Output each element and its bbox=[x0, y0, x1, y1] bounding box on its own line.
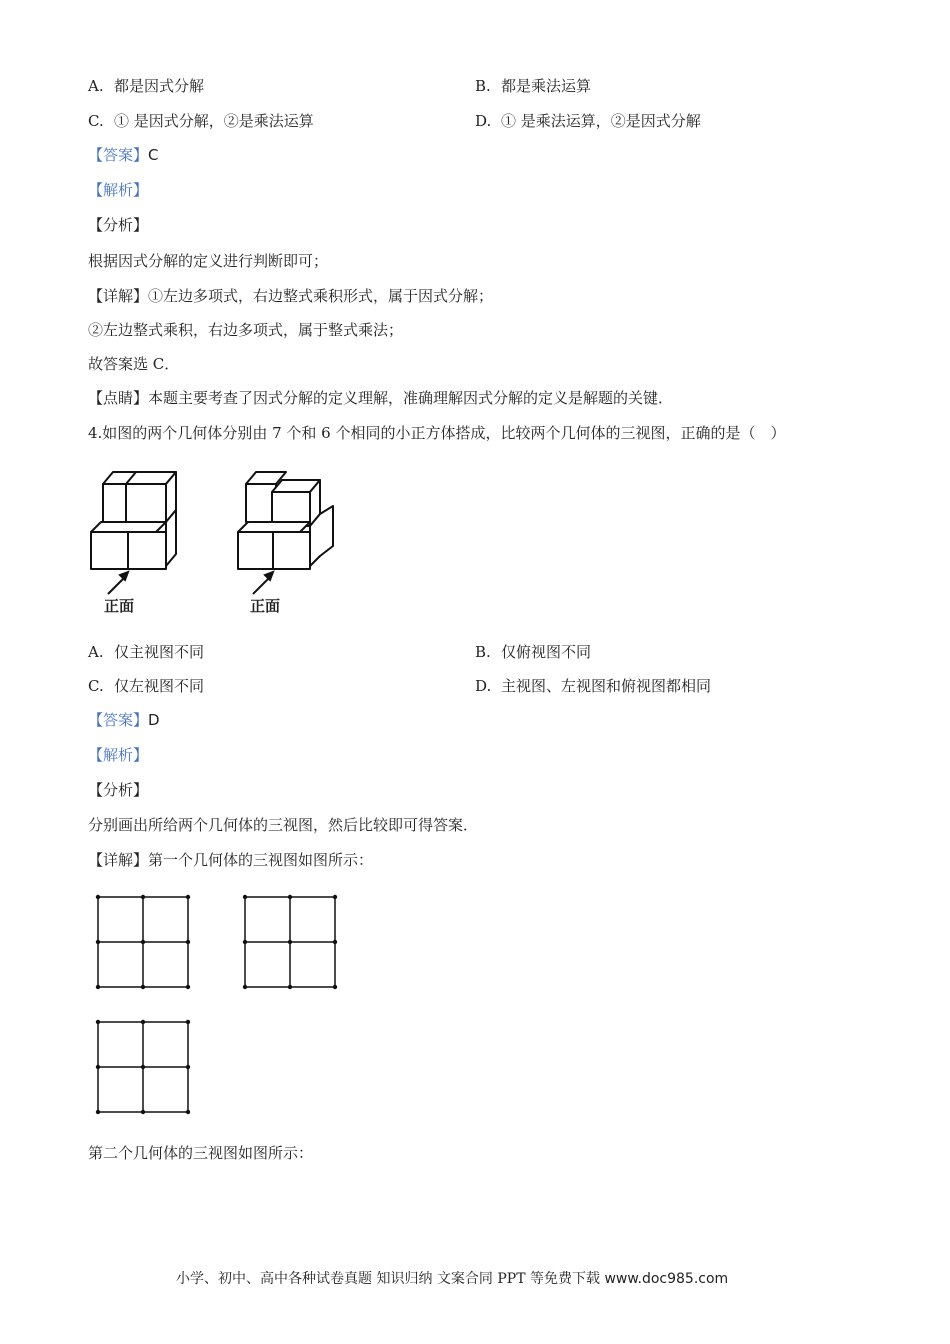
option-letter: A. bbox=[88, 643, 104, 661]
option-letter: B. bbox=[475, 643, 491, 661]
answer-tag: 【答案】 bbox=[88, 146, 149, 164]
front-arrows bbox=[108, 572, 273, 594]
q3-conclusion: 故答案选 C． bbox=[88, 355, 180, 373]
option-text: 都是乘法运算 bbox=[501, 77, 592, 95]
option-letter: C. bbox=[88, 677, 104, 695]
xiangjie-text: 第一个几何体的三视图如图所示： bbox=[148, 851, 374, 869]
q4-option-a bbox=[88, 642, 204, 662]
footer-text: 小学、初中、高中各种试卷真题 知识归纳 文案合同 PPT 等免费下载 bbox=[176, 1271, 600, 1287]
q3-option-d bbox=[475, 111, 701, 131]
q3-dianjing bbox=[88, 388, 673, 408]
dianjing-tag: 【点睛】 bbox=[88, 389, 149, 407]
option-text: 仅左视图不同 bbox=[114, 677, 205, 695]
q3-option-a bbox=[88, 76, 204, 96]
q3-jiexi-tag: 【解析】 bbox=[88, 181, 149, 199]
answer-value: C bbox=[148, 146, 159, 164]
option-text: ① 是因式分解，②是乘法运算 bbox=[114, 112, 314, 130]
answer-value: D bbox=[148, 711, 160, 729]
dianjing-text: 本题主要考查了因式分解的定义理解，准确理解因式分解的定义是解题的关键． bbox=[148, 389, 674, 407]
q3-fenxi-text: 根据因式分解的定义进行判断即可； bbox=[88, 252, 329, 270]
q3-option-b bbox=[475, 76, 591, 96]
q4-answer bbox=[88, 710, 160, 730]
option-letter: C. bbox=[88, 112, 104, 130]
solid-2 bbox=[238, 472, 333, 569]
front-label-2: 正面 bbox=[250, 597, 281, 615]
q4-option-b bbox=[475, 642, 591, 662]
q4-xiangjie bbox=[88, 850, 373, 870]
q3-answer bbox=[88, 145, 159, 165]
q4-option-c bbox=[88, 676, 204, 696]
xiangjie-tag: 【详解】 bbox=[88, 851, 149, 869]
option-text: 仅俯视图不同 bbox=[501, 643, 592, 661]
xiangjie-tag: 【详解】 bbox=[88, 287, 149, 305]
q4-fenxi-text: 分别画出所给两个几何体的三视图，然后比较即可得答案． bbox=[88, 816, 479, 834]
option-letter: D. bbox=[475, 112, 492, 130]
q4-option-d bbox=[475, 676, 711, 696]
xiangjie-line1: ①左边多项式，右边整式乘积形式，属于因式分解； bbox=[148, 287, 494, 305]
q3-xiangjie-line2: ②左边整式乘积，右边多项式，属于整式乘法； bbox=[88, 321, 404, 339]
q4-question: 4.如图的两个几何体分别由 7 个和 6 个相同的小正方体搭成，比较两个几何体的三视图，正确的是（ ） bbox=[88, 424, 786, 442]
view-grid-front bbox=[93, 892, 193, 992]
option-text: 主视图、左视图和俯视图都相同 bbox=[501, 677, 712, 695]
q3-xiangjie bbox=[88, 286, 493, 306]
q3-fenxi-tag: 【分析】 bbox=[88, 216, 149, 234]
option-text: 仅主视图不同 bbox=[114, 643, 205, 661]
q3-option-c bbox=[88, 111, 314, 131]
front-label-1: 正面 bbox=[104, 597, 135, 615]
view-grid-left bbox=[240, 892, 340, 992]
footer bbox=[176, 1269, 728, 1289]
option-letter: B. bbox=[475, 77, 491, 95]
view-grid-top bbox=[93, 1017, 193, 1117]
footer-site-link[interactable]: www.doc985.com bbox=[604, 1271, 729, 1287]
option-letter: A. bbox=[88, 77, 104, 95]
q4-jiexi-tag: 【解析】 bbox=[88, 746, 149, 764]
q4-second-text: 第二个几何体的三视图如图所示： bbox=[88, 1144, 314, 1162]
option-text: 都是因式分解 bbox=[114, 77, 205, 95]
answer-tag: 【答案】 bbox=[88, 711, 149, 729]
option-text: ① 是乘法运算，②是因式分解 bbox=[501, 112, 701, 130]
solid-1 bbox=[91, 472, 176, 569]
option-letter: D. bbox=[475, 677, 492, 695]
q4-fenxi-tag: 【分析】 bbox=[88, 781, 149, 799]
